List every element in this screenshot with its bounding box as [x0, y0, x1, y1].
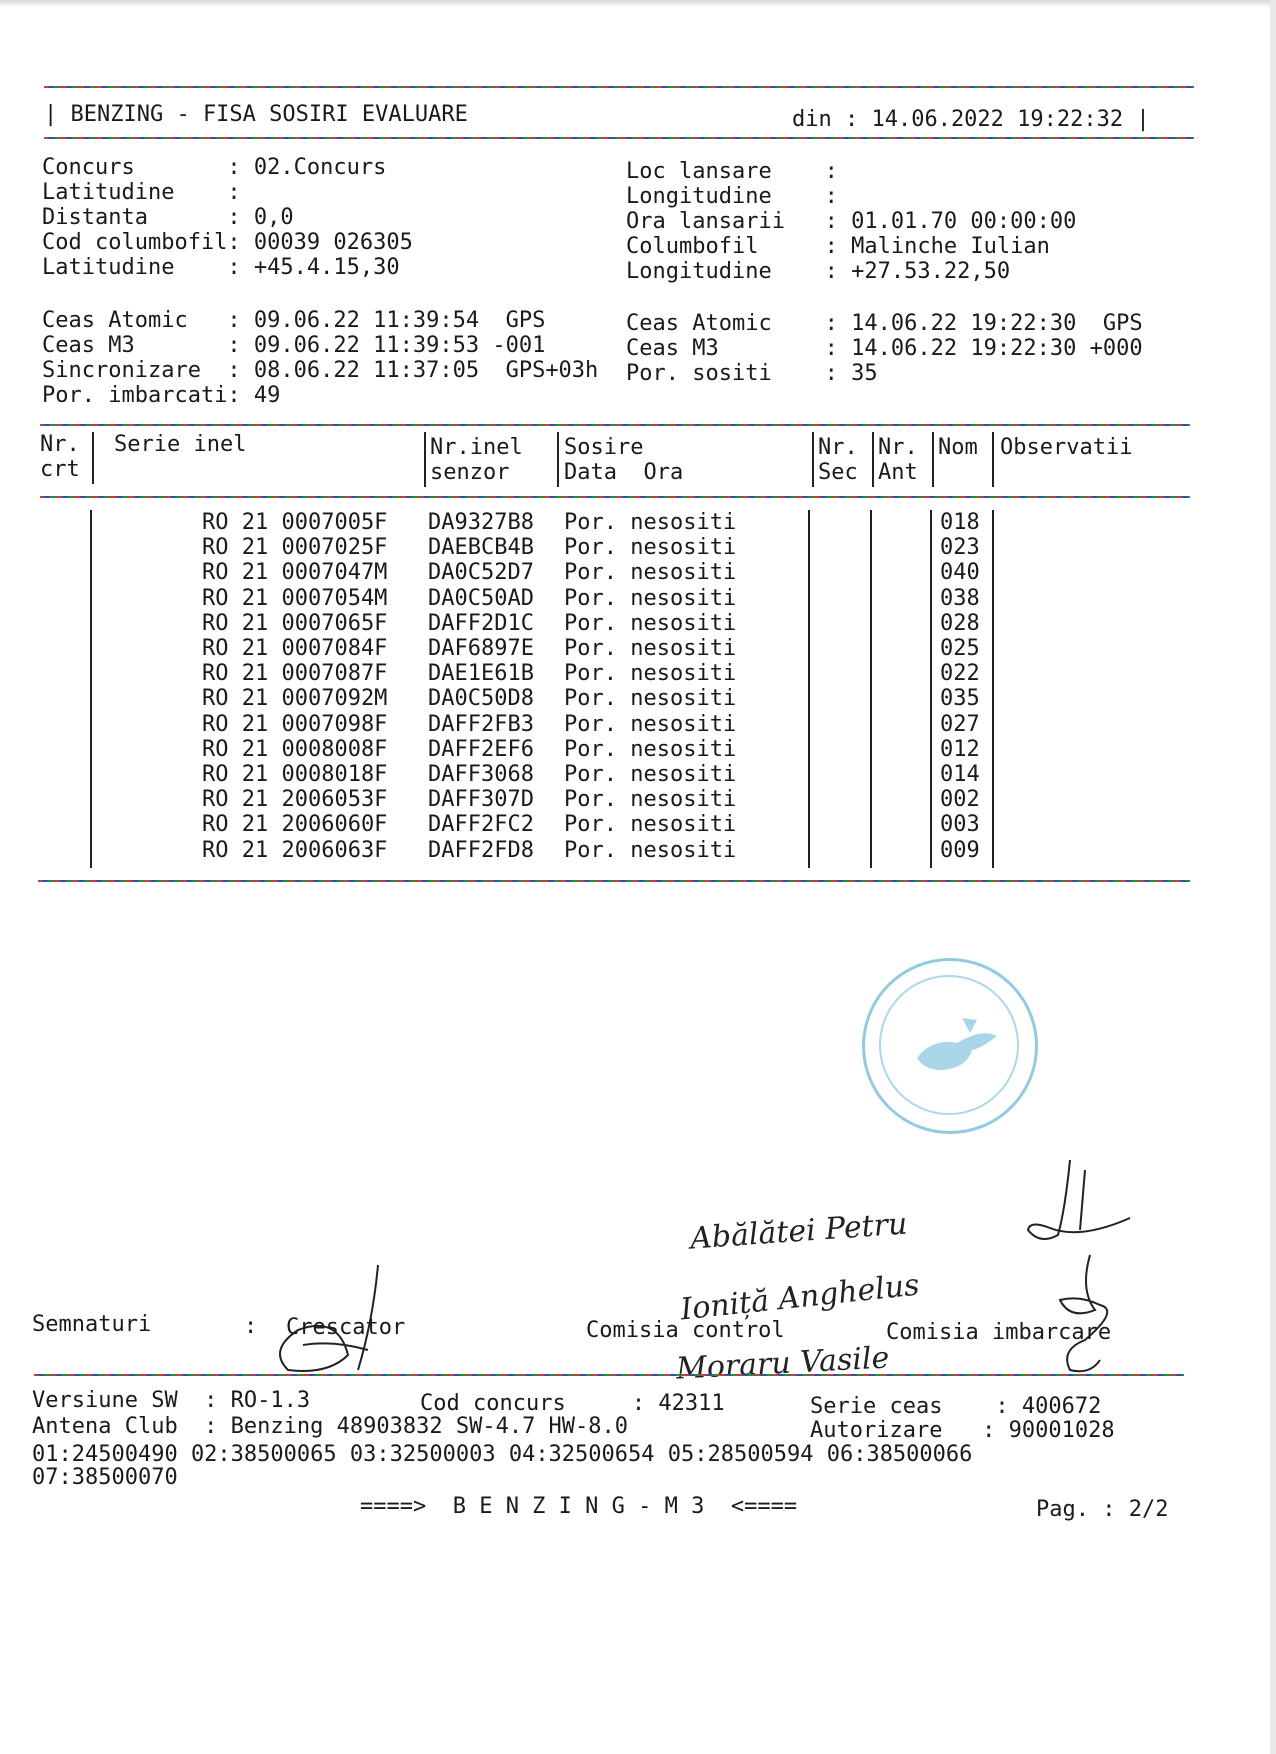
sosire-cell: Por. nesositi — [564, 535, 737, 561]
column-divider — [92, 432, 94, 484]
association-stamp — [862, 958, 1038, 1134]
table-row — [0, 586, 1276, 611]
table-row — [0, 661, 1276, 686]
info-line: Latitudine : +45.4.15,30 — [42, 255, 400, 280]
footer-version: Versiune SW : RO-1.3 — [32, 1388, 311, 1413]
sosire-cell: Por. nesositi — [564, 711, 737, 737]
crescator-label: Crescator — [286, 1315, 406, 1340]
nom-cell: 023 — [940, 535, 980, 561]
table-body — [0, 510, 1276, 870]
senzor-cell: DAFF2FB3 — [428, 711, 534, 737]
nom-cell: 038 — [940, 585, 980, 611]
serie-cell: RO 21 0007005F — [202, 510, 388, 535]
table-row — [0, 787, 1276, 812]
nom-cell: 025 — [940, 636, 980, 661]
nom-cell: 018 — [940, 510, 980, 535]
info-line: Longitudine : +27.53.22,50 — [626, 259, 1011, 284]
senzor-cell: DAF6897E — [428, 636, 534, 661]
document-title: | BENZING - FISA SOSIRI EVALUARE — [44, 102, 468, 127]
column-divider — [424, 432, 426, 487]
sosire-cell: Por. nesositi — [564, 787, 737, 813]
senzor-cell: DAE1E61B — [428, 661, 534, 687]
senzor-cell: DAFF2EF6 — [428, 736, 534, 762]
sosire-cell: Por. nesositi — [564, 837, 737, 863]
serie-cell: RO 21 2006060F — [202, 812, 388, 838]
table-row — [0, 535, 1276, 560]
separator-line — [40, 424, 1190, 426]
footer-banner: ====> B E N Z I N G - M 3 <==== — [360, 1494, 798, 1519]
senzor-cell: DA0C50AD — [428, 585, 534, 611]
table-row — [0, 636, 1276, 661]
serie-cell: RO 21 0007025F — [202, 535, 388, 561]
footer-antena: Antena Club : Benzing 48903832 SW-4.7 HW-8.0 — [32, 1414, 629, 1439]
col-header-serie: Serie inel — [114, 432, 247, 457]
nom-cell: 040 — [940, 560, 980, 586]
nom-cell: 035 — [940, 686, 980, 712]
clock-line: Por. sositi : 35 — [626, 361, 878, 386]
sosire-cell: Por. nesositi — [564, 762, 737, 787]
sosire-cell: Por. nesositi — [564, 560, 737, 586]
serie-cell: RO 21 0007087F — [202, 661, 388, 687]
scan-top-edge — [0, 0, 1276, 8]
senzor-cell: DAFF307D — [428, 787, 534, 813]
table-row — [0, 737, 1276, 762]
nom-cell: 014 — [940, 762, 980, 787]
scan-right-edge — [1270, 0, 1276, 1754]
senzor-cell: DAFF2FD8 — [428, 837, 534, 863]
nom-cell: 028 — [940, 610, 980, 636]
handwritten-signature: Moraru Vasile — [675, 1340, 891, 1387]
separator-line — [34, 1374, 1184, 1376]
clock-line: Ceas M3 : 14.06.22 19:22:30 +000 — [626, 336, 1143, 361]
handwritten-signature: Ioniță Anghelus — [678, 1267, 922, 1328]
sosire-cell: Por. nesositi — [564, 636, 737, 661]
sosire-cell: Por. nesositi — [564, 661, 737, 687]
serie-cell: RO 21 2006053F — [202, 787, 388, 813]
separator-line — [44, 137, 1194, 139]
col-header-nr-ant: Nr. Ant — [878, 435, 918, 485]
info-line: Longitudine : — [626, 184, 838, 209]
footer-autorizare: Autorizare : 90001028 — [810, 1418, 1115, 1443]
nom-cell: 003 — [940, 812, 980, 838]
table-row — [0, 611, 1276, 636]
table-row — [0, 838, 1276, 863]
info-line: Concurs : 02.Concurs — [42, 155, 387, 180]
separator-line — [38, 880, 1190, 882]
signature-scribble-icon — [1010, 1150, 1140, 1250]
info-line: Ora lansarii : 01.01.70 00:00:00 — [626, 209, 1077, 234]
sosire-cell: Por. nesositi — [564, 585, 737, 611]
table-row — [0, 712, 1276, 737]
info-line: Distanta : 0,0 — [42, 205, 294, 230]
info-line: Columbofil : Malinche Iulian — [626, 234, 1050, 259]
nom-cell: 009 — [940, 837, 980, 863]
serie-cell: RO 21 0007084F — [202, 636, 388, 661]
sosire-cell: Por. nesositi — [564, 736, 737, 762]
serie-cell: RO 21 0008018F — [202, 762, 388, 787]
table-header — [0, 432, 1276, 492]
clock-left — [42, 308, 598, 408]
signature-scribble-icon — [1040, 1250, 1130, 1380]
serie-cell: RO 21 0007092M — [202, 686, 388, 712]
column-divider — [992, 432, 994, 487]
document-date: din : 14.06.2022 19:22:32 | — [792, 107, 1150, 132]
senzor-cell: DAFF2FC2 — [428, 812, 534, 838]
footer-cod-concurs: Cod concurs : 42311 — [420, 1391, 725, 1416]
senzor-cell: DA0C52D7 — [428, 560, 534, 586]
info-right — [626, 159, 1076, 284]
col-header-nr-sec: Nr. Sec — [818, 435, 858, 485]
nom-cell: 002 — [940, 787, 980, 813]
footer-serie-ceas: Serie ceas : 400672 — [810, 1394, 1102, 1419]
page-number: Pag. : 2/2 — [1036, 1497, 1169, 1522]
clock-line: Ceas M3 : 09.06.22 11:39:53 -001 — [42, 333, 546, 358]
info-line: Loc lansare : — [626, 159, 838, 184]
table-row — [0, 560, 1276, 585]
clock-line: Por. imbarcati: 49 — [42, 383, 281, 408]
signatures-colon: : — [244, 1314, 258, 1339]
separator-line — [44, 86, 1194, 88]
nom-cell: 022 — [940, 661, 980, 687]
info-left — [42, 155, 413, 280]
nom-cell: 012 — [940, 736, 980, 762]
table-row — [0, 762, 1276, 787]
column-divider — [557, 432, 559, 487]
handwritten-signature: Abălătei Petru — [689, 1206, 909, 1257]
column-divider — [932, 432, 934, 487]
senzor-cell: DA9327B8 — [428, 510, 534, 535]
senzor-cell: DAEBCB4B — [428, 535, 534, 561]
clock-line: Ceas Atomic : 14.06.22 19:22:30 GPS — [626, 311, 1143, 336]
nom-cell: 027 — [940, 711, 980, 737]
comisia-imbarcare-label: Comisia imbarcare — [886, 1320, 1112, 1345]
signatures-label: Semnaturi — [32, 1312, 152, 1337]
col-header-sosire: Sosire Data Ora — [564, 435, 684, 485]
col-header-observatii: Observatii — [1000, 435, 1133, 460]
col-header-nr-crt: Nr. crt — [40, 432, 80, 482]
table-row — [0, 812, 1276, 837]
clock-line: Ceas Atomic : 09.06.22 11:39:54 GPS — [42, 308, 546, 333]
comisia-control-label: Comisia control — [586, 1318, 785, 1343]
table-row — [0, 510, 1276, 535]
column-divider — [872, 432, 874, 487]
column-divider — [812, 432, 814, 487]
clock-line: Sincronizare : 08.06.22 11:37:05 GPS+03h — [42, 358, 599, 383]
serie-cell: RO 21 0007065F — [202, 610, 388, 636]
info-line: Latitudine : — [42, 180, 241, 205]
col-header-nom: Nom — [938, 435, 978, 460]
footer-codes: 07:38500070 — [32, 1465, 178, 1490]
separator-line — [40, 496, 1190, 498]
senzor-cell: DA0C50D8 — [428, 686, 534, 712]
info-line: Cod columbofil: 00039 026305 — [42, 230, 413, 255]
senzor-cell: DAFF2D1C — [428, 610, 534, 636]
sosire-cell: Por. nesositi — [564, 510, 737, 535]
footer-codes: 01:24500490 02:38500065 03:32500003 04:32500654 05:28500594 06:38500066 — [32, 1442, 973, 1467]
sosire-cell: Por. nesositi — [564, 812, 737, 838]
sosire-cell: Por. nesositi — [564, 686, 737, 712]
stamp-pigeon-icon — [862, 958, 1032, 1128]
serie-cell: RO 21 0007047M — [202, 560, 388, 586]
table-row — [0, 686, 1276, 711]
clock-right — [626, 311, 1143, 386]
sosire-cell: Por. nesositi — [564, 610, 737, 636]
senzor-cell: DAFF3068 — [428, 762, 534, 787]
col-header-nr-inel: Nr.inel senzor — [430, 435, 523, 485]
serie-cell: RO 21 0008008F — [202, 736, 388, 762]
serie-cell: RO 21 0007054M — [202, 585, 388, 611]
serie-cell: RO 21 2006063F — [202, 837, 388, 863]
serie-cell: RO 21 0007098F — [202, 711, 388, 737]
